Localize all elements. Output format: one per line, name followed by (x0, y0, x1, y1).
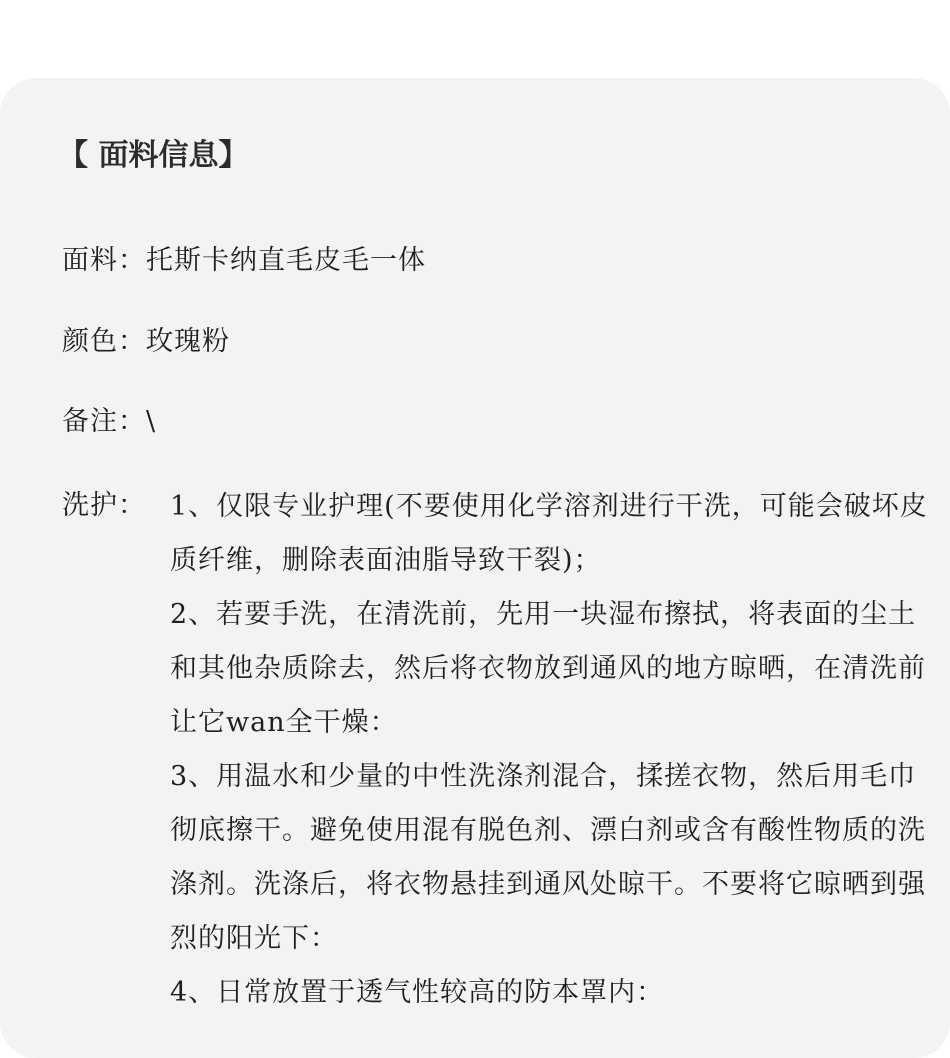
color-label: 颜色： (62, 326, 146, 357)
care-instruction-item: 2、若要手洗，在清洗前，先用一块湿布擦拭，将表面的尘土和其他杂质除去，然后将衣物放到通风的地方晾晒，在清洗前让它wan全干燥： (170, 599, 926, 738)
care-instruction-item: 4、日常放置于透气性较高的防本罩内： (170, 977, 665, 1008)
care-instruction-item: 1、仅限专业护理(不要使用化学溶剂进行干洗，可能会破坏皮质纤维，删除表面油脂导致干裂)； (170, 491, 928, 576)
color-value: 玫瑰粉 (146, 326, 230, 357)
fabric-value: 托斯卡纳直毛皮毛一体 (146, 245, 426, 276)
color-row (62, 322, 230, 362)
note-row (62, 402, 156, 442)
note-value: \ (146, 406, 157, 437)
note-label: 备注： (62, 406, 146, 437)
care-instructions-list (170, 480, 930, 1020)
care-instruction-item: 3、用温水和少量的中性洗涤剂混合，揉搓衣物，然后用毛巾彻底擦干。避免使用混有脱色剂、漂白剂或含有酸性物质的洗涤剂。洗涤后，将衣物悬挂到通风处晾干。不要将它晾晒到强烈的阳光下： (170, 761, 926, 954)
section-title: 【 面料信息】 (58, 138, 249, 173)
care-label: 洗护： (62, 490, 146, 521)
fabric-label: 面料： (62, 245, 146, 276)
fabric-row (62, 241, 426, 281)
